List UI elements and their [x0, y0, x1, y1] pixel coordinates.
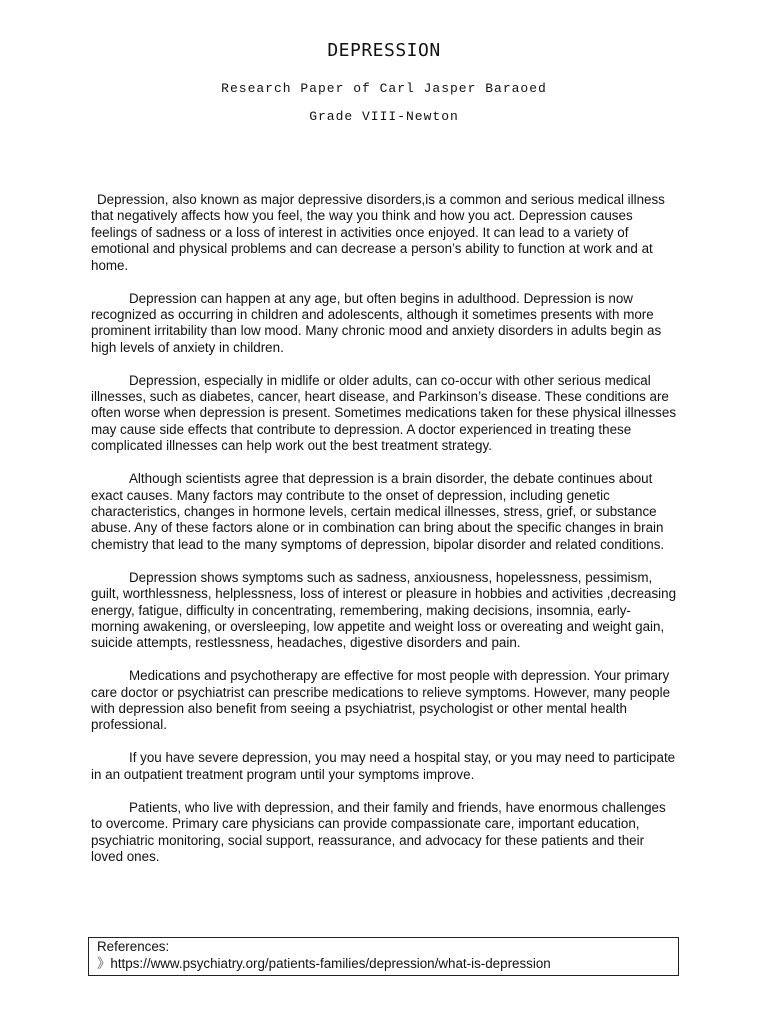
paragraph-support: Patients, who live with depression, and their family and friends, have enormous challenges to overcome. Primary care physicians can provide compassionate care, important education, psychiatric monitoring, social support, reassurance, and advocacy for these patients and their loved ones. — [91, 799, 666, 864]
references-box — [88, 937, 679, 976]
references-heading: References: — [97, 939, 170, 954]
grade-line: Grade VIII-Newton — [309, 109, 459, 124]
reference-link[interactable]: 》https://www.psychiatry.org/patients-families/depression/what-is-depression — [97, 955, 551, 971]
paragraph-causes: Although scientists agree that depression is a brain disorder, the debate continues about exact causes. Many factors may contribute to the onset of depression, including genetic characteristics, changes in hormone levels, certain medical illnesses, stress, grief, or substance abuse. Any of these factors alone or in combination can bring about the specific changes in brain chemistry that lead to the many symptoms of depression, bipolar disorder and related conditions. — [91, 471, 665, 552]
body-text — [91, 192, 677, 882]
paragraph-severe: If you have severe depression, you may need a hospital stay, or you may need to participate in an outpatient treatment program until your symptoms improve. — [91, 750, 676, 782]
paragraph-symptoms: Depression shows symptoms such as sadness, anxiousness, hopelessness, pessimism, guilt, worthlessness, helplessness, loss of interest or pleasure in hobbies and activities ,decreasing energy, fatigue, difficulty in concentrating, remembering, making decisions, insomnia, early-morning awakening, or oversleeping, low appetite and weight loss or overeating and weight gain, suicide attempts, restlessness, headaches, digestive disorders and pain. — [91, 569, 677, 651]
document-title: DEPRESSION — [327, 40, 441, 61]
author-line: Research Paper of Carl Jasper Baraoed — [221, 81, 547, 96]
paragraph-definition: Depression, also known as major depressive disorders,is a common and serious medical illness that negatively affects how you feel, the way you think and how you act. Depression causes feelings of sadness or a loss of interest in activities once enjoyed. It can lead to a variety of emotional and physical problems and can decrease a person’s ability to function at work and at home. — [91, 192, 665, 273]
paragraph-treatment: Medications and psychotherapy are effective for most people with depression. Your primary care doctor or psychiatrist can prescribe medications to relieve symptoms. However, many people with depression also benefit from seeing a psychiatrist, psychologist or other mental health professional. — [91, 668, 671, 733]
paragraph-co-occurrence: Depression, especially in midlife or older adults, can co-occur with other serious medical illnesses, such as diabetes, cancer, heart disease, and Parkinson’s disease. These conditions are often worse when depression is present. Sometimes medications taken for these physical illnesses may cause side effects that contribute to depression. A doctor experienced in treating these complicated illnesses can help work out the best treatment strategy. — [91, 372, 677, 454]
paragraph-onset: Depression can happen at any age, but often begins in adulthood. Depression is now recognized as occurring in children and adolescents, although it sometimes presents with more prominent irritability than low mood. Many chronic mood and anxiety disorders in adults begin as high levels of anxiety in children. — [91, 290, 662, 355]
